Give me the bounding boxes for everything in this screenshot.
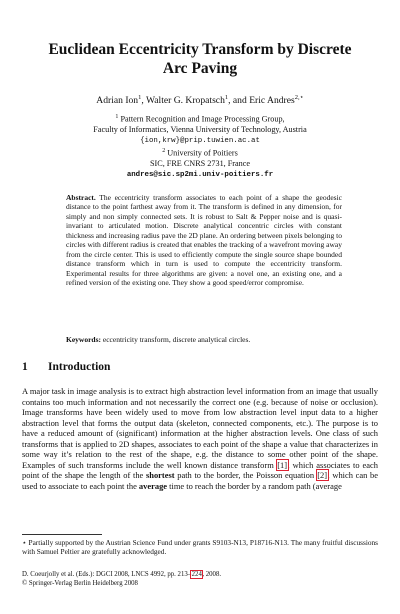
keywords-text: eccentricity transform, discrete analytical circles. <box>101 335 251 344</box>
body-text: , which can be used to associate to each point the <box>22 470 379 491</box>
body-text: path to the border, the Poisson equation <box>174 470 317 481</box>
abstract-text: The eccentricity transform associates to each point of a shape the geodesic distance to the point farthest away from it. The transform is defined in any dimension, for simply and non simply connected sets. It is robust to Salt & Pepper noise and is quasi-invariant to articulated motion. Discrete analytical concentric circles with constant thickness and increasing radius pave the 2D plane. An ordering between pixels belonging to circles with different radius is created that enables the tracking of a wavefront moving away from the circle center. This is used to efficiently compute the single source shape bounded distance transform which in turn is used to compute the eccentricity transform. Experimental results for three algorithms are given: a novel one, an existing one, and a refined version of the existing one. They show a good speed/error compromise. <box>66 193 343 288</box>
citation-link[interactable]: [1] <box>277 459 288 470</box>
section-title: Introduction <box>48 361 111 373</box>
emphasis-text: average <box>138 480 168 491</box>
affiliation-name: University of Poitiers <box>165 148 238 158</box>
author-list <box>40 92 360 107</box>
section-number: 1 <box>22 361 28 373</box>
page-range-link[interactable]: 224 <box>191 571 202 578</box>
author-email: {ion,krw}@prip.tuwien.ac.at <box>140 136 260 145</box>
title-line-1: Euclidean Eccentricity Transform by Discrete <box>48 41 352 58</box>
affil-mark: 1 <box>115 114 119 120</box>
affiliation-line <box>40 146 360 159</box>
publication-text: , 2008. <box>202 571 222 578</box>
keywords-label: Keywords: <box>66 335 101 344</box>
body-text: time to reach the border by a random path (average <box>167 480 342 491</box>
author-email: andres@sic.sp2mi.univ-poitiers.fr <box>126 170 274 179</box>
footnote <box>22 538 378 557</box>
footnote-text: Partially supported by the Austrian Science Fund under grants S9103-N13, P18716-N13. The many fruitful discussions with Samuel Peltier are gratefully acknowledged. <box>22 538 378 557</box>
publication-line <box>22 571 378 580</box>
author-affil-mark: 1 <box>224 94 229 101</box>
author-name: Eric Andres <box>249 95 295 107</box>
publication-text: D. Coeurjolly et al. (Eds.): DGCI 2008, LNCS 4992, pp. 213– <box>22 571 192 578</box>
affiliation-line: Faculty of Informatics, Vienna University of Technology, Austria <box>93 125 307 135</box>
paper-title <box>40 40 360 78</box>
section-heading <box>22 360 110 374</box>
footnote-rule <box>22 534 102 535</box>
author-name: Walter G. Kropatsch <box>145 95 225 107</box>
author-affil-mark: 2,⋆ <box>294 94 304 101</box>
body-text: A major task in image analysis is to extract high abstraction level information from an image that usually contains too much information and not necessarily the correct one (e.g. because of noise or occlusion). Image transforms have been widely used to move from low abstraction level input data to a higher abstraction level that forms the output data (skeleton, connected components, etc.). The purpose is to have a reduced amount of (significant) information at the higher abstraction levels. One class of such transforms that is applied to 2D shapes, associates to each point of the shape a value that characterizes in some way it’s relation to the rest of the shape, e.g. the distance to some other point of the shape. Examples of such transforms include the well known distance transform <box>22 386 378 470</box>
abstract <box>66 193 342 288</box>
affiliation-line <box>40 112 360 125</box>
affiliations <box>40 112 360 180</box>
footnote-mark: ⋆ <box>22 538 27 547</box>
affiliation-line: SIC, FRE CNRS 2731, France <box>149 159 251 169</box>
author-affil-mark: 1 <box>138 94 142 101</box>
copyright-line: © Springer-Verlag Berlin Heidelberg 2008 <box>22 579 138 587</box>
body-paragraph <box>22 386 378 491</box>
author-separator: , and <box>228 95 250 107</box>
citation-link[interactable]: [2] <box>317 470 328 481</box>
author-separator: , <box>141 95 146 107</box>
affiliation-name: Pattern Recognition and Image Processing Group, <box>118 114 285 124</box>
emphasis-text: shortest <box>145 470 175 481</box>
keywords <box>66 335 342 345</box>
title-line-2: Arc Paving <box>162 60 238 77</box>
author-name: Adrian Ion <box>96 95 139 107</box>
body-text: , which associates to each point of the shape the length of the <box>22 459 379 481</box>
abstract-label: Abstract. <box>66 193 96 202</box>
publication-info <box>22 571 378 588</box>
affil-mark: 2 <box>162 147 166 154</box>
